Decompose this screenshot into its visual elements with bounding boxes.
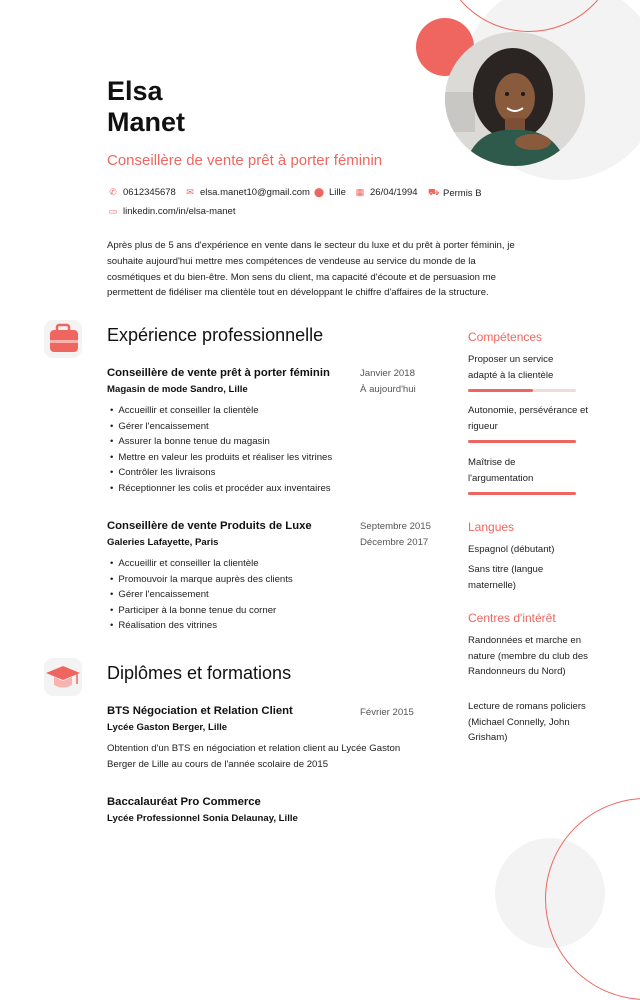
list-item: • Réalisation des vitrines bbox=[110, 618, 293, 634]
briefcase-icon-box bbox=[44, 320, 82, 358]
mail-icon: ✉ bbox=[186, 187, 194, 197]
phone-text: 0612345678 bbox=[123, 187, 176, 198]
list-item: • Réceptionner les colis et procéder aux inventaires bbox=[110, 481, 332, 497]
list-item: • Promouvoir la marque auprès des clients bbox=[110, 572, 293, 588]
skill-2-bar bbox=[468, 440, 576, 443]
briefcase-icon bbox=[44, 320, 82, 358]
license-text: Permis B bbox=[443, 187, 482, 199]
birthdate-text: 26/04/1994 bbox=[370, 187, 418, 198]
city-text: Lille bbox=[329, 187, 346, 198]
portrait-illustration bbox=[445, 32, 585, 166]
interest-1: Randonnées et marche en nature (membre du club des Randonneurs du Nord) bbox=[468, 635, 588, 678]
job-1-title: Conseillère de vente prêt à porter féminin bbox=[107, 367, 330, 379]
linkedin-icon: ▭ bbox=[108, 206, 118, 216]
edu-2-title: Baccalauréat Pro Commerce bbox=[107, 796, 261, 808]
job-2-title: Conseillère de vente Produits de Luxe bbox=[107, 520, 312, 532]
job-1-end: À aujourd'hui bbox=[360, 384, 416, 395]
job-2-dates bbox=[360, 519, 431, 551]
skills-heading: Compétences bbox=[468, 330, 543, 344]
email-text: elsa.manet10@gmail.com bbox=[200, 187, 310, 198]
job-2-company: Galeries Lafayette, Paris bbox=[107, 537, 219, 548]
job-2-start: Septembre 2015 bbox=[360, 521, 431, 532]
edu-1-school: Lycée Gaston Berger, Lille bbox=[107, 722, 228, 733]
job-title-headline: Conseillère de vente prêt à porter féminin bbox=[107, 152, 383, 169]
list-item: • Gérer l'encaissement bbox=[110, 587, 293, 603]
location-icon: ⬤ bbox=[314, 187, 325, 197]
list-item: • Gérer l'encaissement bbox=[110, 419, 332, 435]
experience-heading: Expérience professionnelle bbox=[107, 325, 324, 345]
interests-heading: Centres d'intérêt bbox=[468, 611, 556, 625]
skill-bar-fill bbox=[468, 440, 576, 443]
contact-birthdate bbox=[355, 187, 418, 198]
job-2-tasks bbox=[110, 556, 293, 634]
list-item: • Accueillir et conseiller la clientèle bbox=[110, 556, 293, 572]
job-1-tasks bbox=[110, 403, 332, 497]
interest-2: Lecture de romans policiers (Michael Connelly, John Grisham) bbox=[468, 701, 586, 744]
contact-linkedin[interactable] bbox=[108, 206, 235, 217]
list-item: • Participer à la bonne tenue du corner bbox=[110, 603, 293, 619]
language-2: Sans titre (langue maternelle) bbox=[468, 564, 544, 591]
edu-1-description: Obtention d'un BTS en négociation et relation client au Lycée Gaston Berger de Lille au cours de l'année scolaire de 2015 bbox=[107, 743, 401, 770]
contact-email[interactable] bbox=[185, 187, 310, 198]
skill-bar-fill bbox=[468, 492, 576, 495]
skill-1-label: Proposer un service adapté à la clientèle bbox=[468, 354, 554, 381]
list-item: • Contrôler les livraisons bbox=[110, 465, 332, 481]
linkedin-text: linkedin.com/in/elsa-manet bbox=[123, 206, 236, 217]
edu-1-title: BTS Négociation et Relation Client bbox=[107, 705, 293, 717]
edu-2-school: Lycée Professionnel Sonia Delaunay, Lille bbox=[107, 813, 298, 824]
skill-1-bar bbox=[468, 389, 576, 392]
deco-ring-bottom bbox=[545, 798, 640, 1000]
job-1-start: Janvier 2018 bbox=[360, 368, 415, 379]
job-1-company: Magasin de mode Sandro, Lille bbox=[107, 384, 248, 395]
skill-3-bar bbox=[468, 492, 576, 495]
edu-1-date: Février 2015 bbox=[360, 707, 414, 718]
first-name: Elsa bbox=[107, 76, 163, 106]
phone-icon: ✆ bbox=[109, 187, 117, 197]
job-2-end: Décembre 2017 bbox=[360, 537, 429, 548]
graduation-cap-icon bbox=[44, 658, 82, 696]
profile-summary: Après plus de 5 ans d'expérience en vente dans le secteur du luxe et du prêt à porter féminin, je souhaite aujourd'hui mettre mes compétences de vendeuse au service du monde de la cosmétiques et du bien-être. Mon sens du client, ma capacité d'écoute et de persuasion me permettent de fidéliser ma clientèle tout en développant le chiffre d'affaires de la structure. bbox=[107, 240, 515, 299]
skill-2-label: Autonomie, persévérance et rigueur bbox=[468, 405, 588, 432]
list-item: • Accueillir et conseiller la clientèle bbox=[110, 403, 332, 419]
calendar-icon: ▦ bbox=[355, 187, 365, 197]
list-item: • Mettre en valeur les produits et réaliser les vitrines bbox=[110, 450, 332, 466]
last-name: Manet bbox=[107, 107, 186, 137]
skill-bar-fill bbox=[468, 389, 533, 392]
job-1-dates bbox=[360, 366, 416, 398]
languages-heading: Langues bbox=[468, 520, 515, 534]
education-heading: Diplômes et formations bbox=[107, 663, 292, 683]
profile-photo bbox=[445, 32, 585, 166]
contact-phone[interactable] bbox=[108, 187, 176, 198]
list-item: • Assurer la bonne tenue du magasin bbox=[110, 434, 332, 450]
graduation-icon-box bbox=[44, 658, 82, 696]
skill-3-label: Maîtrise de l'argumentation bbox=[468, 457, 534, 484]
car-icon: ⛟ bbox=[428, 187, 440, 197]
language-1: Espagnol (débutant) bbox=[468, 544, 555, 555]
contact-city bbox=[314, 187, 346, 198]
contact-license bbox=[428, 187, 482, 199]
full-name bbox=[107, 76, 185, 138]
